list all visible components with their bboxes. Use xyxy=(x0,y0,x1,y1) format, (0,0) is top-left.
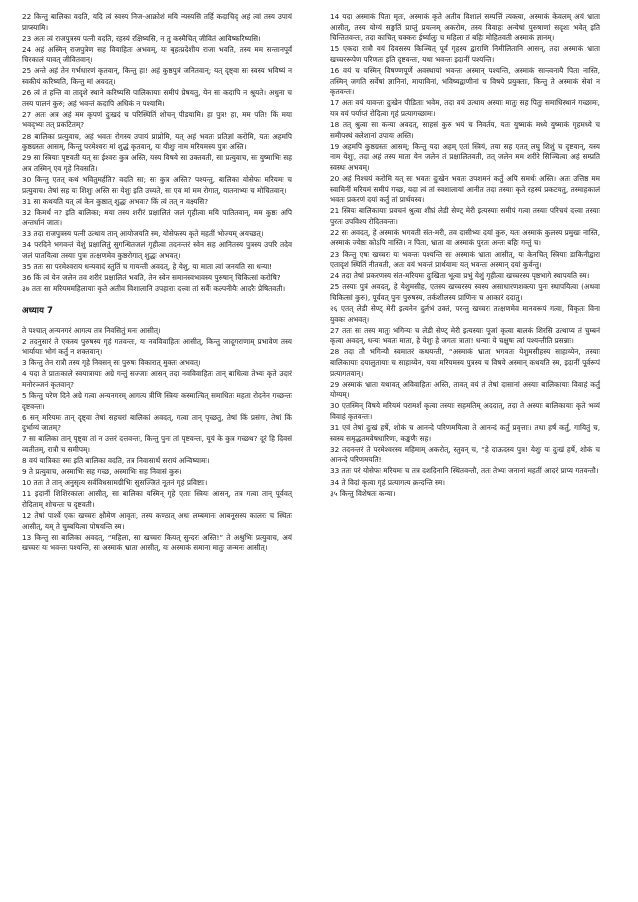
verse-paragraph: 31 एवं तेषां दुःखं हर्षे, शोकं च आनन्दे परिणमयित्वा ते आनन्दं कर्तुं प्रवृत्ताः। तथा हर्षं कर्तुं, गायितुं च, स्वस्य समृद्धतमवेषधारिणः, कङ्कणैः सह। xyxy=(330,423,600,443)
verse-paragraph: 5 किन्तु परेण दिने अग्रे गत्वा अन्यनगरम् आगत्य त्रीणि स्त्रियः कस्मात्चित् समाधितः महता रोदनेन गच्छन्तः दृष्टवन्तः। xyxy=(22,391,292,411)
verse-paragraph: 24 तदा तेषां प्रकरणस्य संत-मरियमः दुःखिता भूत्वा प्रभुं येशुं गृहीत्वा खच्चरस्य पृष्ठभागे स्थापयति स्म। xyxy=(330,271,590,281)
verse-paragraph: 25 तस्याः पुत्रं अवदत्, हे येशुमसीह, एतस्य खच्चरस्य स्वस्य असाधारणशक्त्या पुनः स्थापयित्वा (अथवा चिकित्सां कुरु), पूर्ववत् पुनः पुरुषस्य, तर्कशीलस्य प्राणिनः च आकारं ददातु। xyxy=(330,282,600,302)
verse-paragraph: 25 अन्ते अहं तेन गर्भधारणं कृतवान्, किन्तु हा! अहं कुष्ठपुत्रं जनितवान्; यत् दृष्ट्वा सः स्वस्य भविष्यं न स्वकीयं करिष्यति, किन्तु मां अवदत्। xyxy=(22,66,292,87)
verse-paragraph: 23 किन्तु एषः खच्चरः यः भवन्तः पश्यन्ति सः अस्माकं भ्राता आसीत्, यः केनचित् स्त्रियाः डाकिनीद्वारा एतादृशं स्थितिं नीतवती, अतः वयं भवन्तं प्रार्थयामः यत् भवन्तः अस्मान् दयां कुर्वन्तु। xyxy=(330,249,600,270)
verse-paragraph: 33 तदा राजपुत्रस्य पत्नी उत्थाय तान् आयोजयति स्म, योसेफस्य कृते महतीं भोज्यम् अयच्छत्। xyxy=(22,229,264,239)
chapter-7-verses xyxy=(22,326,292,554)
verse-paragraph: 27 अतः अत्र अहं मम कृपणं दुःखदं च परिस्थितिं शोचन् पीडयामि। हा पुत्र! हा, मम पति! किं मया भवद्भ्यः तत् प्रकटितम्? xyxy=(22,109,292,130)
verse-paragraph: 28 बालिका प्रत्युवाच, अहं भवतः रोगस्य उपायं प्राप्नोमि, यत् अहं भवतः प्रतिज्ञां करोमि, यतः अहमपि कुष्ठग्रस्तः आसम्, किन्तु परमेश्वरः मां शुद्धं कृतवान्, यः यीशुः नाम मरियमस्य पुत्रः अस्ति। xyxy=(22,131,292,152)
chapter-6-verses xyxy=(22,12,292,295)
verse-paragraph: 35 ततः सा परमेश्वराय धन्यवादं स्तुतिं च गायन्ती अवदत्, हे येशु, या माता त्वां जनयति सा धन्या! xyxy=(22,262,272,272)
verse-paragraph: 11 इदानीं शिशिरकालः आसीत्, सा बालिका यस्मिन् गृहे एताः स्त्रियः आसन्, तत्र गत्वा तान् पूर्ववत् रोदिताम् शोचन्तः च दृष्टवती। xyxy=(22,489,292,510)
verse-paragraph: 12 तेषां पार्श्वे एकः खच्चरः क्षौमेण आवृतः, तस्य कण्ठात् अधः लम्बमानः आबनूसस्य कालरः च स्थितः आसीत्, यम् ते चुम्बयित्वा पोषयन्ति स्म। xyxy=(22,511,292,531)
left-column xyxy=(22,12,292,555)
verse-paragraph: 23 अतः त्वं राजपुत्रस्य पत्नी वदति, रहस्यं रक्षिष्यसि, न तु कस्मैचित् जीवितं आविष्करिष्यसि। xyxy=(22,33,261,43)
verse-paragraph: 34 परदिने भगवन्तं येशुं प्रक्षालितुं सुगन्धितजलं गृहीत्वा तदनन्तरं स्वेन सह आनितस्य पुत्रस्य उपरि तदेव जलं पातयित्वा तस्याः पुत्रः तत्क्षणमेव कुष्ठरोगात् शुद्धः अभवत्। xyxy=(22,240,292,261)
verse-paragraph: 28 तदा तौ भगिन्यौ स्वमातरं कथयन्ती, “अस्माकं भ्राता भगवतः येशुमसीहस्य साहाय्येन, तस्याः बालिकायाः दयालुतायाः च साहाय्येन, यया मरियमस्य पुत्रस्य च विषये अस्मान् कथयति स्म, इदानीं पूर्वरूपं प्रत्यागतवान्। xyxy=(330,347,600,378)
verse-paragraph: 16 वयं च यस्मिन् विषण्णपूर्णे अवस्थायां भवन्तः अस्मान् पश्यन्ति, अस्माकं सान्त्वनायै पिता नास्ति, तस्मिन् जगति सर्वेषां ज्ञानिनां, मायाविनां, भविष्यद्वाणीनां च विषये प्रयुक्ताः, किन्तु ते अस्माकं सेवां न कृतवन्तः। xyxy=(330,65,600,97)
verse-paragraph: 36 किं त्वं येन जलेन तव शरीरं प्रक्षालितं भवति, तेन स्वेन समानस्वभावस्य पुरुषान् चिकित्सां करोषि? xyxy=(22,273,281,283)
verse-paragraph: 8 वयं यात्रिकाः स्मः इति बालिका वदति, तत्र निवासार्थं सरायं अन्विष्यामः। xyxy=(22,456,210,466)
verse-paragraph: 26 त्वं तं हन्ति वा तादृशे स्थाने करिष्यसि पालिकायाः समीपं प्रेषयतु, येन सः कदापि न श्रूयते। अधुना च तस्य पालनं कुरु; अहं भवन्तं कदापि अधिकं न पश्यामि। xyxy=(22,88,292,108)
verse-paragraph: ३५ किन्तु विशेषतः कन्या। xyxy=(330,488,396,498)
verse-paragraph: 31 सा कथयति यत् त्वं केन कुष्ठात् शुद्धः अभवः? किं त्वं तत् न वक्ष्यसि? xyxy=(22,196,209,206)
verse-paragraph: 22 किन्तु बालिका वदति, यदि त्वं स्वस्य निज-आक्रोशं मयि न्यस्यसि तर्हि कदाचिद् अहं त्वां तस्य उपायं प्राप्स्यामि। xyxy=(22,12,292,32)
verse-paragraph: 21 स्त्रियः बालिकायाः प्रवचनं श्रुत्वा शीघ्रं लेडी सेण्ट् मेरी इत्यस्याः समीपं गत्वा तस्याः परिचयं दत्त्वा तस्याः पुरतः उपविश्य रोदितवन्तः। xyxy=(330,206,600,226)
verse-paragraph: 30 एतस्मिन् विषये मरियमं परामर्शं कृत्वा तस्याः सहमतिम् अददात्, तदा ते अस्याः बालिकायाः कृते भव्यं विवाहं कृतवन्तः। xyxy=(330,401,600,421)
verse-paragraph: ते पश्चात् अन्यनगरं आगत्य तत्र निवसितुं मनः आसीत्। xyxy=(22,325,161,335)
verse-paragraph: 13 किन्तु सा बालिका अवदत्, “महिला, सा खच्चरः कियत् सुन्दरः अस्ति!” ते अश्रुभिः प्रत्युवाच, अयं खच्चरः यः भवन्तः पश्यन्ति, सः अस्माकं भ्राता आसीत्, यः अस्माकं समाना मातुः जन्मनः आसीत्। xyxy=(22,532,292,553)
verse-paragraph: 30 किन्तु एतत् कथं भवितुमर्हति? वदति सा; सः कुत्र अस्ति? पश्यन्तु, बालिका योसेफः मरियमः च प्रत्युवाच। तेषां सह यः शिशुः अस्ति सः येशुः इति उच्यते, सः एव मां मम रोगात्, यातनाभ्यः च मोचितवान्। xyxy=(22,174,292,195)
verse-paragraph: 14 यदा अस्माकं पिता मृतः, अस्माकं कृते अतीव विशालं सम्पत्तिं त्यक्त्वा, अस्माकं केवलम् अयं भ्राता आसीत्, तस्य योग्यं सङ्गतिं प्राप्तुं प्रयत्नम् अकरोम, तस्य विवाहः अन्येषां पुरुषाणां सदृशः भवेत् इति चिन्तितवन्तः, तदा काचित् चक्करः ईर्ष्यालुः च महिला तं बहिः मोहितवती अस्माकं ज्ञानम्। xyxy=(330,12,600,43)
verse-paragraph: 32 किमर्थं न? इति बालिका; मया तस्य शरीरं प्रक्षालितं जलं गृहीत्वा मयि पातितवान्, मम कुष्ठः अपि अन्तर्धानं जातः। xyxy=(22,207,292,228)
verse-paragraph: 29 अस्माकं भ्राता यथावत् अविवाहितः अस्ति, तावत् वयं तं तेषां दासानां अस्याः बालिकायाः विवाहं कर्तुं योग्यम्। xyxy=(330,379,600,400)
verse-paragraph: 2 तदनुसारं ते एकस्य पुरुषस्य गृहं गतवन्तः, यः नवविवाहितः आसीत्, किन्तु जादूगराणाम् प्रभावेण तस्य भार्यायाः भोगं कर्तुं न शक्तवान्। xyxy=(22,336,292,357)
verse-paragraph: 27 ततः सः तस्य मातुः भगिन्यः च लेडी सेण्ट् मेरी इत्यस्याः पूजां कृत्वा बालकं शिरसि उत्थाप्य तं चुम्बनं कृत्वा अवदन्, धन्यः भवतः माता, हे येशुः हे जगतः त्राता! धन्याः ये चक्षुषः त्वां पश्यन्तीति प्रसन्नाः। xyxy=(330,325,600,346)
verse-paragraph: 22 सः अवदत्, हे अस्माकं भगवती संत-मरी, तव दासीभ्यः दयां कुरु, यतः अस्माकं कुलस्य प्रमुखः नास्ति, अस्माकं ज्येष्ठः कोऽपि नास्ति। न पिता, भ्राता वा अस्माकं पुरतः अन्तः बहिः गन्तुं च। xyxy=(330,227,600,248)
verse-paragraph: 6 सन् मरियमः तान् दृष्ट्वा तेषां सहचरां बालिकां अवदत्, गत्वा तान् पृच्छतु, तेषां किं प्रसंगः, तेषां किं दुर्भाग्यं जातम्? xyxy=(22,412,292,433)
verse-paragraph: 7 सा बालिका तान् पृष्ट्वा तां न उत्तरं दत्तवन्तः, किन्तु पुनः तां पृष्टवन्तः, यूयं के कुत्र गच्छथ? दूरं हि दिवसं व्यतीतम्, रात्रौ च समीपम्। xyxy=(22,434,292,455)
verse-paragraph: 10 ततः ते तान् अनुसृत्य सर्वविधसामग्रीभिः सुसज्जितं नूतनं गृहं प्रविष्टाः। xyxy=(22,478,208,488)
verse-paragraph: 34 ते विदां कृत्वा गृहं प्रत्यागत्य क्रन्दन्ति स्म। xyxy=(330,477,445,487)
verse-paragraph: 4 यदा ते प्रातःकाले स्वयात्रायाः अग्रे गन्तुं सज्जाः आसन् तदा नवविवाहितः तान् बाधित्वा तेभ्यः कृते उदारं मनोरञ्जनं कृतवान्? xyxy=(22,369,292,389)
verse-paragraph: 3 किन्तु तेन रात्रौ तस्य गृहे निवसन् सः पुरुषः विकारात् मुक्तः अभवत्। xyxy=(22,358,201,368)
verse-paragraph: 20 अहं निश्चयं करोमि यत् सः भवतः दुःखेन भवतः उपशमनं कर्तुं अपि समर्थः अस्ति। अतः उत्तिष्ठ मम स्वामिनीं मरियमं समीपं गच्छ, यदा त्वं तां स्वशालायां आनीत तदा तस्याः कृते रहस्यं प्रकटयतु, तस्माहकालं भवतः प्रकरणं दयां कर्तुं तां प्रार्थयस्व। xyxy=(330,173,600,205)
verse-paragraph: 15 एकदा रात्रौ वयं दिवसस्य किञ्चित् पूर्वं गृहस्य द्वाराणि निमीलितानि आसन्, तदा अस्माकं भ्राता खच्चररूपेण परिणतः इति दृष्टवन्तः, यथा भवन्तः इदानीं पश्यन्ति। xyxy=(330,44,600,64)
verse-paragraph: 19 अहमपि कुष्ठग्रस्तः आसम्; किन्तु यदा अहम् एतां स्त्रियं, तया सह एतत् लघु शिशुं च दृष्टवान्, यस्य नाम येशुः, तदा अहं तस्य माता येन जलेन तं प्रक्षालितवती, तत् जलेन मम शरीरे सिञ्चित्वा अहं सम्प्रति स्वस्थः अभवम्। xyxy=(330,141,600,172)
verse-paragraph: 33 ततः परं योसेफः मरियमः च तत्र दशदिनानि स्थितवन्तौ, ततः तेभ्यः जनानां महतीं आदरं प्राप्य गतवन्तौ। xyxy=(330,466,599,476)
chapter-heading: अध्याय 7 xyxy=(22,305,53,316)
verse-paragraph: 32 तदनन्तरं ते परमेश्वरस्य महिमाम् अकरोत्, स्तुवन् च, “हे दाऊदस्य पुत्र! येशुः यः दुःखं हर्षे, शोकं च आनन्दे परिणमयति! xyxy=(330,444,600,465)
verse-paragraph: 9 ते प्रत्युवाच, अस्माभिः सह गच्छ, अस्माभिः सह निवासं कुरु। xyxy=(22,467,182,477)
verse-paragraph: 17 अतः वयं यावन्तः दुःखेन पीडिताः भवेम, तदा वयं उत्थाय अस्याः मातुः सह पितुः समाधिस्थानं गच्छामः, यत्र वयं पर्याप्तं रोदित्वा गृहं प्रत्यागच्छामः। xyxy=(330,98,600,118)
verse-paragraph: ३७ ततः सा मरियममहिलायाः कृते अतीव विशालानि उपहाराः दत्त्वा तां सर्वैः कल्पनीयैः आदरैः प्रेषितवती। xyxy=(22,284,286,294)
verse-paragraph: २६ एतत् लेडी सेण्ट् मेरी इत्यनेन दुर्लभं उक्तं, परन्तु खच्चरः तत्क्षणमेव मानवरूपं गत्वा, विकृतः विना युवकः अभवत्। xyxy=(330,304,600,324)
right-column xyxy=(330,12,600,500)
verse-paragraph: 18 तत् श्रुत्वा सा कन्या अवदत्, साहसं कुरु भयं च निवर्तय, यतः युष्माकं मध्ये युष्माकं गृहमध्ये च समीपस्थं क्लेशानां उपायः अस्ति। xyxy=(330,119,600,140)
verse-paragraph: 24 अहं अस्मिन् राजपुत्रेण सह विवाहितः अभवम्, यः बृहत्प्रदेशीय राजा भवति, तस्य मम सन्तानपूर्वं चिरकालं यावत् जीवितवान्। xyxy=(22,44,292,65)
verse-paragraph: 29 सा स्त्रियाः पृष्टवती यत् सः ईश्वरः कुत्र अस्ति, यस्य विषये सा उक्तवती, सा प्रत्युवाच, सः युष्माभिः सह अत्र तस्मिन् एव गृहे निवसति। xyxy=(22,153,292,173)
